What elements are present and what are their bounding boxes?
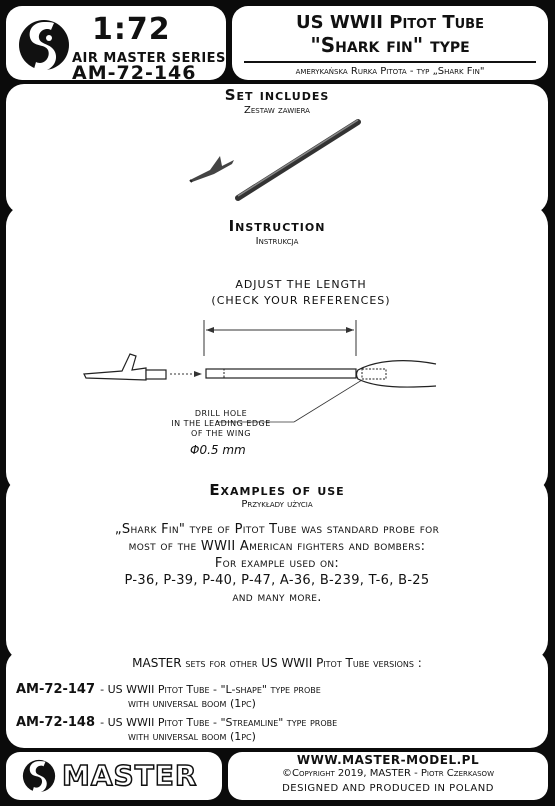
- instruction-title: Instruction: [228, 217, 326, 235]
- other-sets-panel: [6, 650, 548, 748]
- wing-leading-edge-icon: [357, 361, 437, 387]
- drill-hole-note: [146, 409, 296, 439]
- product-title-line2: "Shark fin" type: [310, 33, 470, 57]
- header-right-panel: [232, 6, 548, 80]
- set-parts-illustration: [176, 114, 376, 204]
- pitot-head-part-icon: [190, 156, 234, 182]
- check-references-label: (CHECK YOUR REFERENCES): [211, 294, 391, 307]
- product-code: AM-72-146: [72, 62, 197, 84]
- examples-line1: „Shark Fin" type of Pitot Tube was standard probe for: [114, 522, 440, 537]
- other-sets-intro: MASTER sets for other US WWII Pitot Tube versions :: [132, 656, 422, 670]
- header-divider: [244, 61, 536, 63]
- other-set-code: AM-72-148: [16, 715, 96, 730]
- footer-info-panel: [228, 752, 548, 800]
- examples-line5: and many more.: [232, 590, 322, 605]
- header-left-panel: [6, 6, 226, 84]
- set-includes-subtitle: Zestaw zawiera: [244, 105, 310, 116]
- examples-subtitle: Przykłady użycia: [241, 499, 313, 510]
- instruction-subtitle: Instrukcja: [255, 236, 299, 247]
- examples-panel: [6, 476, 548, 662]
- diameter-label: Φ0.5 mm: [190, 443, 246, 457]
- examples-line4: P-36, P-39, P-40, P-47, A-36, B-239, T-6, B-25: [124, 573, 430, 588]
- product-title-line1: US WWII Pitot Tube: [296, 12, 484, 33]
- examples-title: Examples of use: [209, 481, 345, 499]
- other-set-code: AM-72-147: [16, 682, 96, 697]
- other-set-desc2: with universal boom (1pc): [128, 730, 256, 743]
- set-includes-title: Set includes: [224, 86, 330, 104]
- drill-line3: OF THE WING: [191, 429, 251, 438]
- pitot-boom-icon: [206, 369, 356, 378]
- other-set-desc2: with universal boom (1pc): [128, 697, 256, 710]
- other-set-desc: - US WWII Pitot Tube - "Streamline" type probe: [100, 716, 338, 729]
- adjust-length-label: ADJUST THE LENGTH: [235, 278, 367, 291]
- scale-label: 1:72: [92, 12, 171, 47]
- other-set-item: [16, 678, 546, 710]
- examples-line2: most of the WWII American fighters and bombers:: [128, 539, 426, 554]
- set-includes-panel: [6, 84, 548, 214]
- other-set-item: [16, 711, 546, 743]
- examples-line3: For example used on:: [214, 556, 340, 571]
- made-in-text: DESIGNED AND PRODUCED IN POLAND: [282, 783, 494, 794]
- master-logo-icon: [18, 14, 70, 76]
- pitot-boom-part-icon: [238, 120, 358, 198]
- website-link[interactable]: WWW.MASTER-MODEL.PL: [296, 753, 480, 767]
- master-brand-icon: [20, 756, 58, 796]
- drill-line2: IN THE LEADING EDGE: [171, 419, 271, 428]
- product-subtitle: amerykańska Rurka Pitota - typ „Shark Fin": [295, 66, 485, 77]
- copyright-text: ©Copyright 2019, MASTER - Piotr Czerkasow: [282, 768, 494, 779]
- other-set-desc: - US WWII Pitot Tube - "L-shape" type probe: [100, 683, 321, 696]
- pitot-head-icon: [84, 354, 166, 380]
- series-label: AIR MASTER SERIES: [72, 51, 226, 66]
- brand-wordmark: MASTER: [62, 759, 198, 792]
- footer-brand-panel: [6, 752, 222, 800]
- instruction-panel: [6, 204, 548, 494]
- drill-line1: DRILL HOLE: [194, 409, 248, 418]
